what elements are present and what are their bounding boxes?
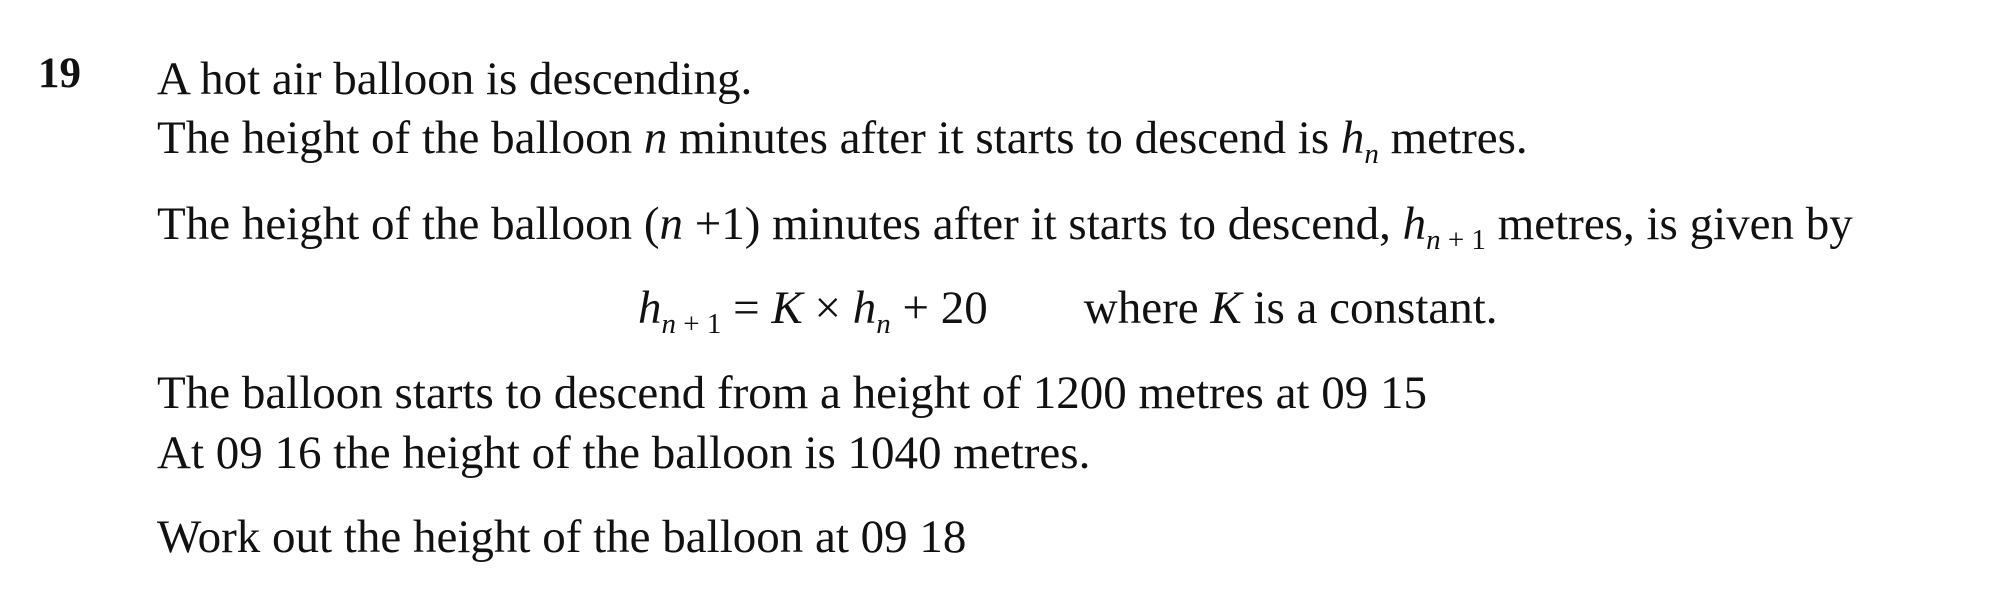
recurrence-formula	[638, 282, 1498, 340]
formula-h-left: h	[638, 282, 662, 334]
formula-subscript-plus-1: + 1	[676, 308, 722, 340]
question-line-3	[157, 198, 1853, 256]
subscript-plus-1: + 1	[1440, 224, 1486, 256]
formula-times: ×	[802, 282, 853, 334]
variable-h: h	[1340, 112, 1365, 164]
variable-n: n	[643, 112, 668, 164]
question-line-6: At 09 16 the height of the balloon is 1040 metres.	[157, 427, 1091, 479]
line3-text-c: metres, is given by	[1485, 198, 1853, 250]
subscript-n: n	[1364, 138, 1379, 170]
formula-subscript-n-right: n	[876, 308, 891, 340]
line2-text-a: The height of the balloon	[157, 112, 644, 164]
formula-constant-note: is a constant.	[1241, 282, 1498, 334]
line3-text-a: The height of the balloon (	[157, 198, 660, 250]
line2-text-c: metres.	[1378, 112, 1528, 164]
formula-constant-k: K	[771, 282, 803, 334]
formula-where: where	[1083, 282, 1211, 334]
formula-subscript-n: n	[661, 308, 676, 340]
variable-h: h	[1402, 198, 1427, 250]
question-line-7: Work out the height of the balloon at 09 18	[157, 511, 967, 563]
subscript-n-plus-1	[1426, 224, 1486, 256]
line3-text-b: +1) minutes after it starts to descend,	[683, 198, 1403, 250]
formula-equals: =	[721, 282, 772, 334]
formula-where-k: K	[1210, 282, 1242, 334]
formula-h-right: h	[852, 282, 877, 334]
formula-plus-20: + 20	[890, 282, 988, 334]
subscript-n: n	[1426, 224, 1441, 256]
question-line-5: The balloon starts to descend from a height of 1200 metres at 09 15	[157, 367, 1427, 419]
formula-subscript-n-plus-1	[662, 308, 722, 340]
question-number: 19	[38, 50, 81, 97]
question-line-1: A hot air balloon is descending.	[157, 53, 753, 105]
variable-n: n	[659, 198, 683, 250]
question-line-2	[157, 112, 1528, 170]
line2-text-b: minutes after it starts to descend is	[667, 112, 1341, 164]
